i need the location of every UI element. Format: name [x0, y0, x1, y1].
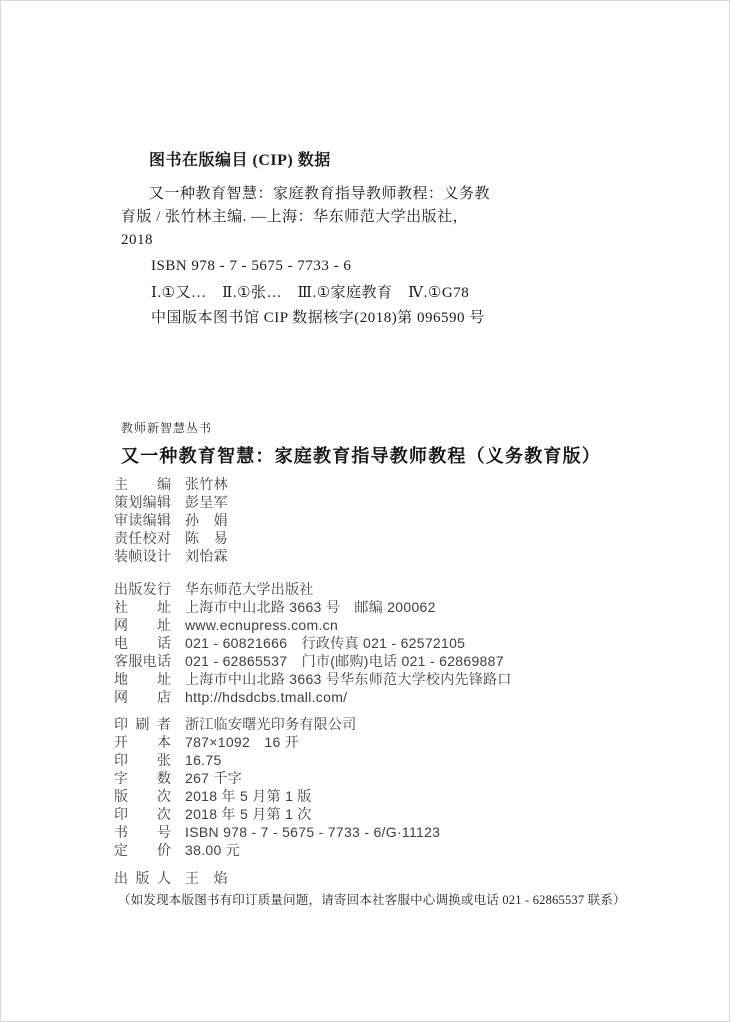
- publisher-value: 上海市中山北路 3663 号 邮编 200062: [185, 599, 436, 615]
- print-block: [114, 715, 674, 859]
- cip-paragraph-line-1: 又一种教育智慧：家庭教育指导教师教程：义务教: [149, 186, 491, 202]
- print-label: 印张: [114, 752, 171, 768]
- publisher-label: 网店: [114, 689, 171, 705]
- publisher-label: 地址: [114, 671, 171, 687]
- title-block: [121, 419, 661, 468]
- print-row: [114, 751, 674, 769]
- series-name: 教师新智慧丛书: [121, 421, 213, 435]
- publisher-value: http://hdsdcbs.tmall.com/: [185, 689, 348, 705]
- publisher-value: 华东师范大学出版社: [185, 581, 314, 597]
- publisher-row: [114, 652, 674, 670]
- credit-row: [114, 529, 674, 547]
- book-title: 又一种教育智慧：家庭教育指导教师教程（义务教育版）: [121, 446, 601, 466]
- print-value: 16.75: [185, 752, 222, 768]
- publisher-row: [114, 634, 674, 652]
- publisher-label: 社址: [114, 599, 171, 615]
- cip-header: 图书在版编目 (CIP) 数据: [149, 152, 331, 169]
- cip-paragraph-line-3: 2018: [121, 232, 153, 248]
- publisher-label: 客服电话: [114, 653, 171, 669]
- print-row: [114, 769, 674, 787]
- publisher-person-label: 出版人: [114, 870, 171, 886]
- credits-block: [114, 475, 674, 565]
- publisher-label: 电话: [114, 635, 171, 651]
- credit-value: 孙 娟: [185, 512, 228, 528]
- print-row: [114, 841, 674, 859]
- publisher-row: [114, 580, 674, 598]
- publisher-row: [114, 616, 674, 634]
- credit-label: 审读编辑: [114, 512, 171, 528]
- print-row: [114, 715, 674, 733]
- cip-block: [121, 149, 601, 330]
- publisher-person-value: 王 焰: [185, 870, 228, 886]
- publisher-row: [114, 688, 674, 706]
- print-label: 印次: [114, 806, 171, 822]
- cip-paragraph-line-2: 育版 / 张竹林主编. —上海：华东师范大学出版社，: [121, 209, 469, 225]
- quality-note: （如发现本版图书有印订质量问题，请寄回本社客服中心调换或电话 021 - 62865537 联系）: [118, 893, 626, 907]
- publisher-row: [114, 598, 674, 616]
- publisher-value: www.ecnupress.com.cn: [185, 617, 339, 633]
- print-label: 书号: [114, 824, 171, 840]
- cip-isbn: ISBN 978 - 7 - 5675 - 7733 - 6: [151, 258, 352, 274]
- print-label: 开本: [114, 734, 171, 750]
- print-label: 定价: [114, 842, 171, 858]
- cip-classification: Ⅰ.①又… Ⅱ.①张… Ⅲ.①家庭教育 Ⅳ.①G78: [151, 285, 470, 301]
- publisher-row: [114, 670, 674, 688]
- cip-record-number: 中国版本图书馆 CIP 数据核字(2018)第 096590 号: [151, 310, 485, 326]
- print-value: 2018 年 5 月第 1 次: [185, 806, 312, 822]
- credit-label: 主编: [114, 476, 171, 492]
- print-row: [114, 787, 674, 805]
- credit-row: [114, 475, 674, 493]
- print-value: 267 千字: [185, 770, 243, 786]
- print-row: [114, 805, 674, 823]
- credit-label: 策划编辑: [114, 494, 171, 510]
- credit-row: [114, 511, 674, 529]
- publisher-label: 网址: [114, 617, 171, 633]
- credit-value: 陈 易: [185, 530, 228, 546]
- credit-label: 责任校对: [114, 530, 171, 546]
- publisher-person-block: [114, 869, 674, 887]
- publisher-value: 021 - 60821666 行政传真 021 - 62572105: [185, 635, 466, 651]
- print-value: 787×1092 16 开: [185, 734, 300, 750]
- print-value: 2018 年 5 月第 1 版: [185, 788, 312, 804]
- publisher-block: [114, 580, 674, 706]
- print-label: 字数: [114, 770, 171, 786]
- credit-row: [114, 547, 674, 565]
- print-value: 浙江临安曙光印务有限公司: [185, 716, 357, 732]
- credit-value: 彭呈军: [185, 494, 228, 510]
- publisher-label: 出版发行: [114, 581, 171, 597]
- print-value: 38.00 元: [185, 842, 241, 858]
- credit-value: 张竹林: [185, 476, 228, 492]
- credit-row: [114, 493, 674, 511]
- publication-info: [114, 475, 674, 887]
- print-label: 版次: [114, 788, 171, 804]
- print-label: 印刷者: [114, 716, 171, 732]
- print-row: [114, 733, 674, 751]
- print-value: ISBN 978 - 7 - 5675 - 7733 - 6/G·11123: [185, 824, 441, 840]
- print-row: [114, 823, 674, 841]
- publisher-person-row: [114, 869, 674, 887]
- credit-value: 刘怡霖: [185, 548, 228, 564]
- publisher-value: 上海市中山北路 3663 号华东师范大学校内先锋路口: [185, 671, 512, 687]
- publisher-value: 021 - 62865537 门市(邮购)电话 021 - 62869887: [185, 653, 504, 669]
- credit-label: 装帧设计: [114, 548, 171, 564]
